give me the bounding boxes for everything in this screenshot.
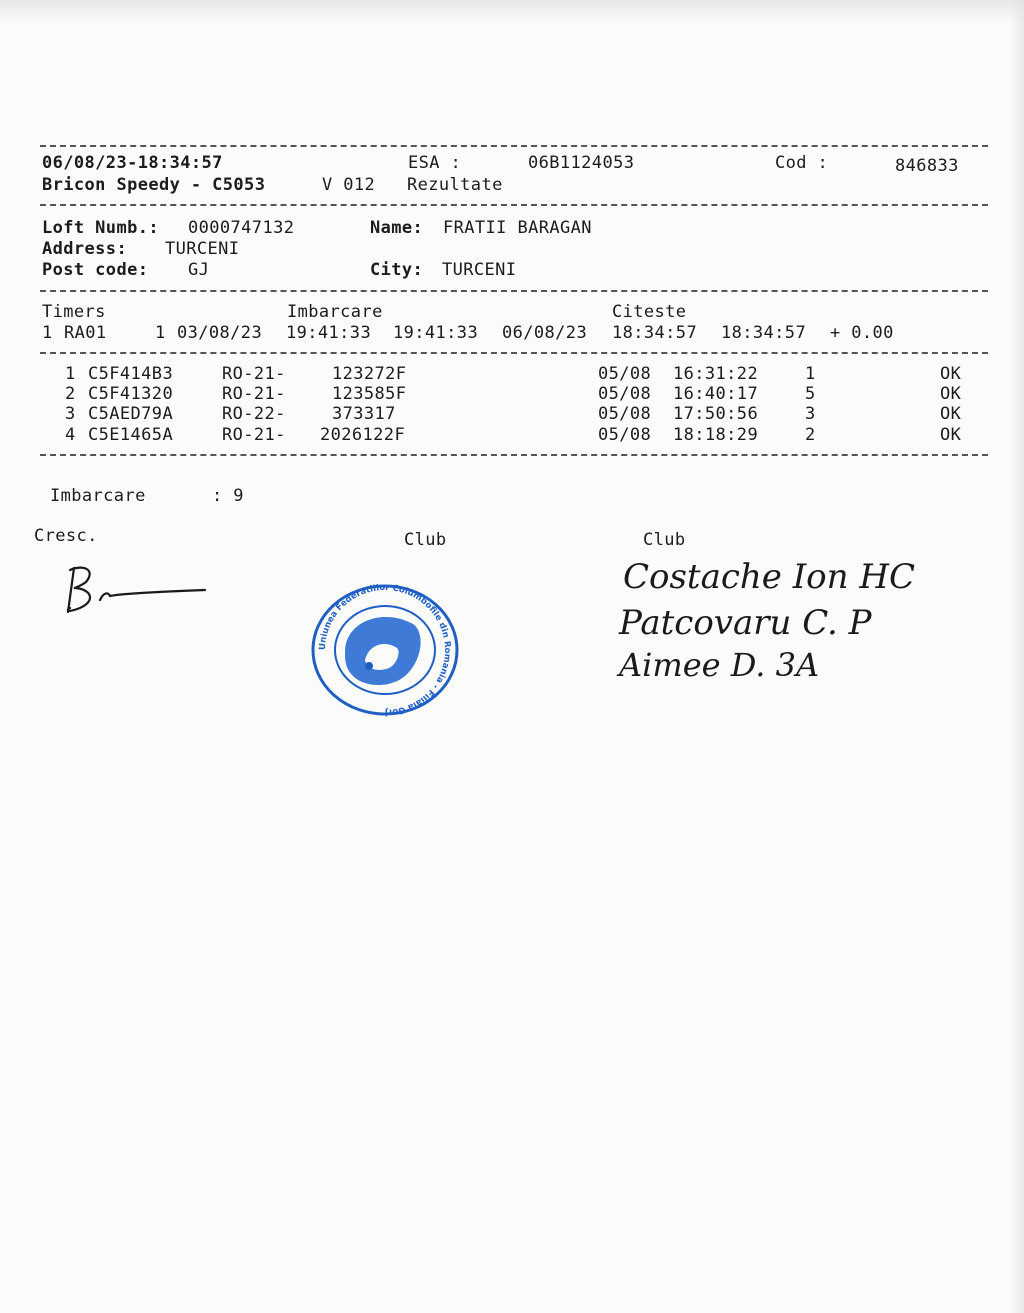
ring-number: 2026122F	[320, 425, 406, 445]
arrival-date: 05/08	[598, 384, 652, 404]
imbarcare-summary-label: Imbarcare	[50, 486, 146, 506]
timer-citeste-time-1: 18:34:57	[612, 323, 698, 343]
ring-number: 373317	[332, 404, 396, 424]
timer-imbarcare-time-2: 19:41:33	[393, 323, 479, 343]
chip-id: C5F414B3	[88, 364, 174, 384]
esa-value: 06B1124053	[528, 153, 635, 173]
ring-prefix: RO-21-	[222, 364, 286, 384]
row-index: 2	[65, 384, 76, 404]
separator-loft	[40, 290, 988, 292]
handwritten-signatures-icon	[615, 548, 1005, 688]
separator-top	[40, 145, 988, 147]
arrival-date: 05/08	[598, 404, 652, 424]
device-name: Bricon Speedy - C5053	[42, 175, 266, 195]
stamp-text: Uniunea Federatiilor Columbofile din Romania - Filiala Gorj	[317, 582, 453, 718]
chip-id: C5E1465A	[88, 425, 174, 445]
name-label: Name:	[370, 218, 424, 238]
timer-imbarcare-date: 03/08/23	[177, 323, 263, 343]
row-index: 4	[65, 425, 76, 445]
cod-label: Cod :	[775, 153, 829, 173]
status-ok: OK	[940, 425, 962, 445]
arrival-time: 16:31:22	[673, 364, 759, 384]
loft-postcode: GJ	[188, 260, 210, 280]
arrival-date: 05/08	[598, 364, 652, 384]
cod-value: 846833	[895, 156, 959, 176]
report-datetime: 06/08/23-18:34:57	[42, 153, 223, 173]
status-ok: OK	[940, 364, 962, 384]
arrival-time: 16:40:17	[673, 384, 759, 404]
ring-number: 123585F	[332, 384, 407, 404]
club-stamp-icon	[305, 580, 465, 720]
loft-city: TURCENI	[442, 260, 517, 280]
club-label-2: Club	[643, 530, 686, 550]
handwritten-line-3: Aimee D. 3A	[619, 646, 820, 684]
row-index: 3	[65, 404, 76, 424]
status-ok: OK	[940, 404, 962, 424]
cresc-label: Cresc.	[34, 526, 98, 546]
loft-number-label: Loft Numb.:	[42, 218, 159, 238]
city-label: City:	[370, 260, 424, 280]
chip-id: C5AED79A	[88, 404, 174, 424]
timer-citeste-time-2: 18:34:57	[721, 323, 807, 343]
ring-prefix: RO-21-	[222, 384, 286, 404]
imbarcare-summary-value: : 9	[212, 486, 244, 506]
report-type: Rezultate	[407, 175, 503, 195]
ring-prefix: RO-21-	[222, 425, 286, 445]
separator-header	[40, 204, 988, 206]
handwritten-line-2: Patcovaru C. P	[619, 603, 872, 643]
breeder-signature-icon	[60, 560, 220, 620]
row-index: 1	[65, 364, 76, 384]
arrival-time: 18:18:29	[673, 425, 759, 445]
timer-count: 1	[155, 323, 166, 343]
arrival-date: 05/08	[598, 425, 652, 445]
paper-shadow-top	[0, 0, 1024, 24]
arrival-time: 17:50:56	[673, 404, 759, 424]
timer-deviation: + 0.00	[830, 323, 894, 343]
arrival-count: 5	[805, 384, 816, 404]
timer-id: RA01	[64, 323, 107, 343]
status-ok: OK	[940, 384, 962, 404]
arrival-count: 3	[805, 404, 816, 424]
citeste-column-label: Citeste	[612, 302, 687, 322]
arrival-count: 2	[805, 425, 816, 445]
loft-number: 0000747132	[188, 218, 295, 238]
handwritten-line-1: Costache Ion HC	[623, 557, 916, 597]
paper-shadow-right	[1010, 0, 1024, 1313]
ring-number: 123272F	[332, 364, 407, 384]
chip-id: C5F41320	[88, 384, 174, 404]
device-version: V 012	[322, 175, 376, 195]
postcode-label: Post code:	[42, 260, 149, 280]
imbarcare-column-label: Imbarcare	[287, 302, 383, 322]
separator-timers	[40, 352, 988, 354]
separator-results	[40, 454, 988, 456]
address-label: Address:	[42, 239, 128, 259]
ring-prefix: RO-22-	[222, 404, 286, 424]
arrival-count: 1	[805, 364, 816, 384]
timer-index: 1	[42, 323, 53, 343]
club-label-1: Club	[404, 530, 447, 550]
timers-label: Timers	[42, 302, 106, 322]
loft-name: FRATII BARAGAN	[443, 218, 592, 238]
timer-imbarcare-time-1: 19:41:33	[286, 323, 372, 343]
loft-address: TURCENI	[165, 239, 240, 259]
esa-label: ESA :	[408, 153, 462, 173]
timer-citeste-date: 06/08/23	[502, 323, 588, 343]
